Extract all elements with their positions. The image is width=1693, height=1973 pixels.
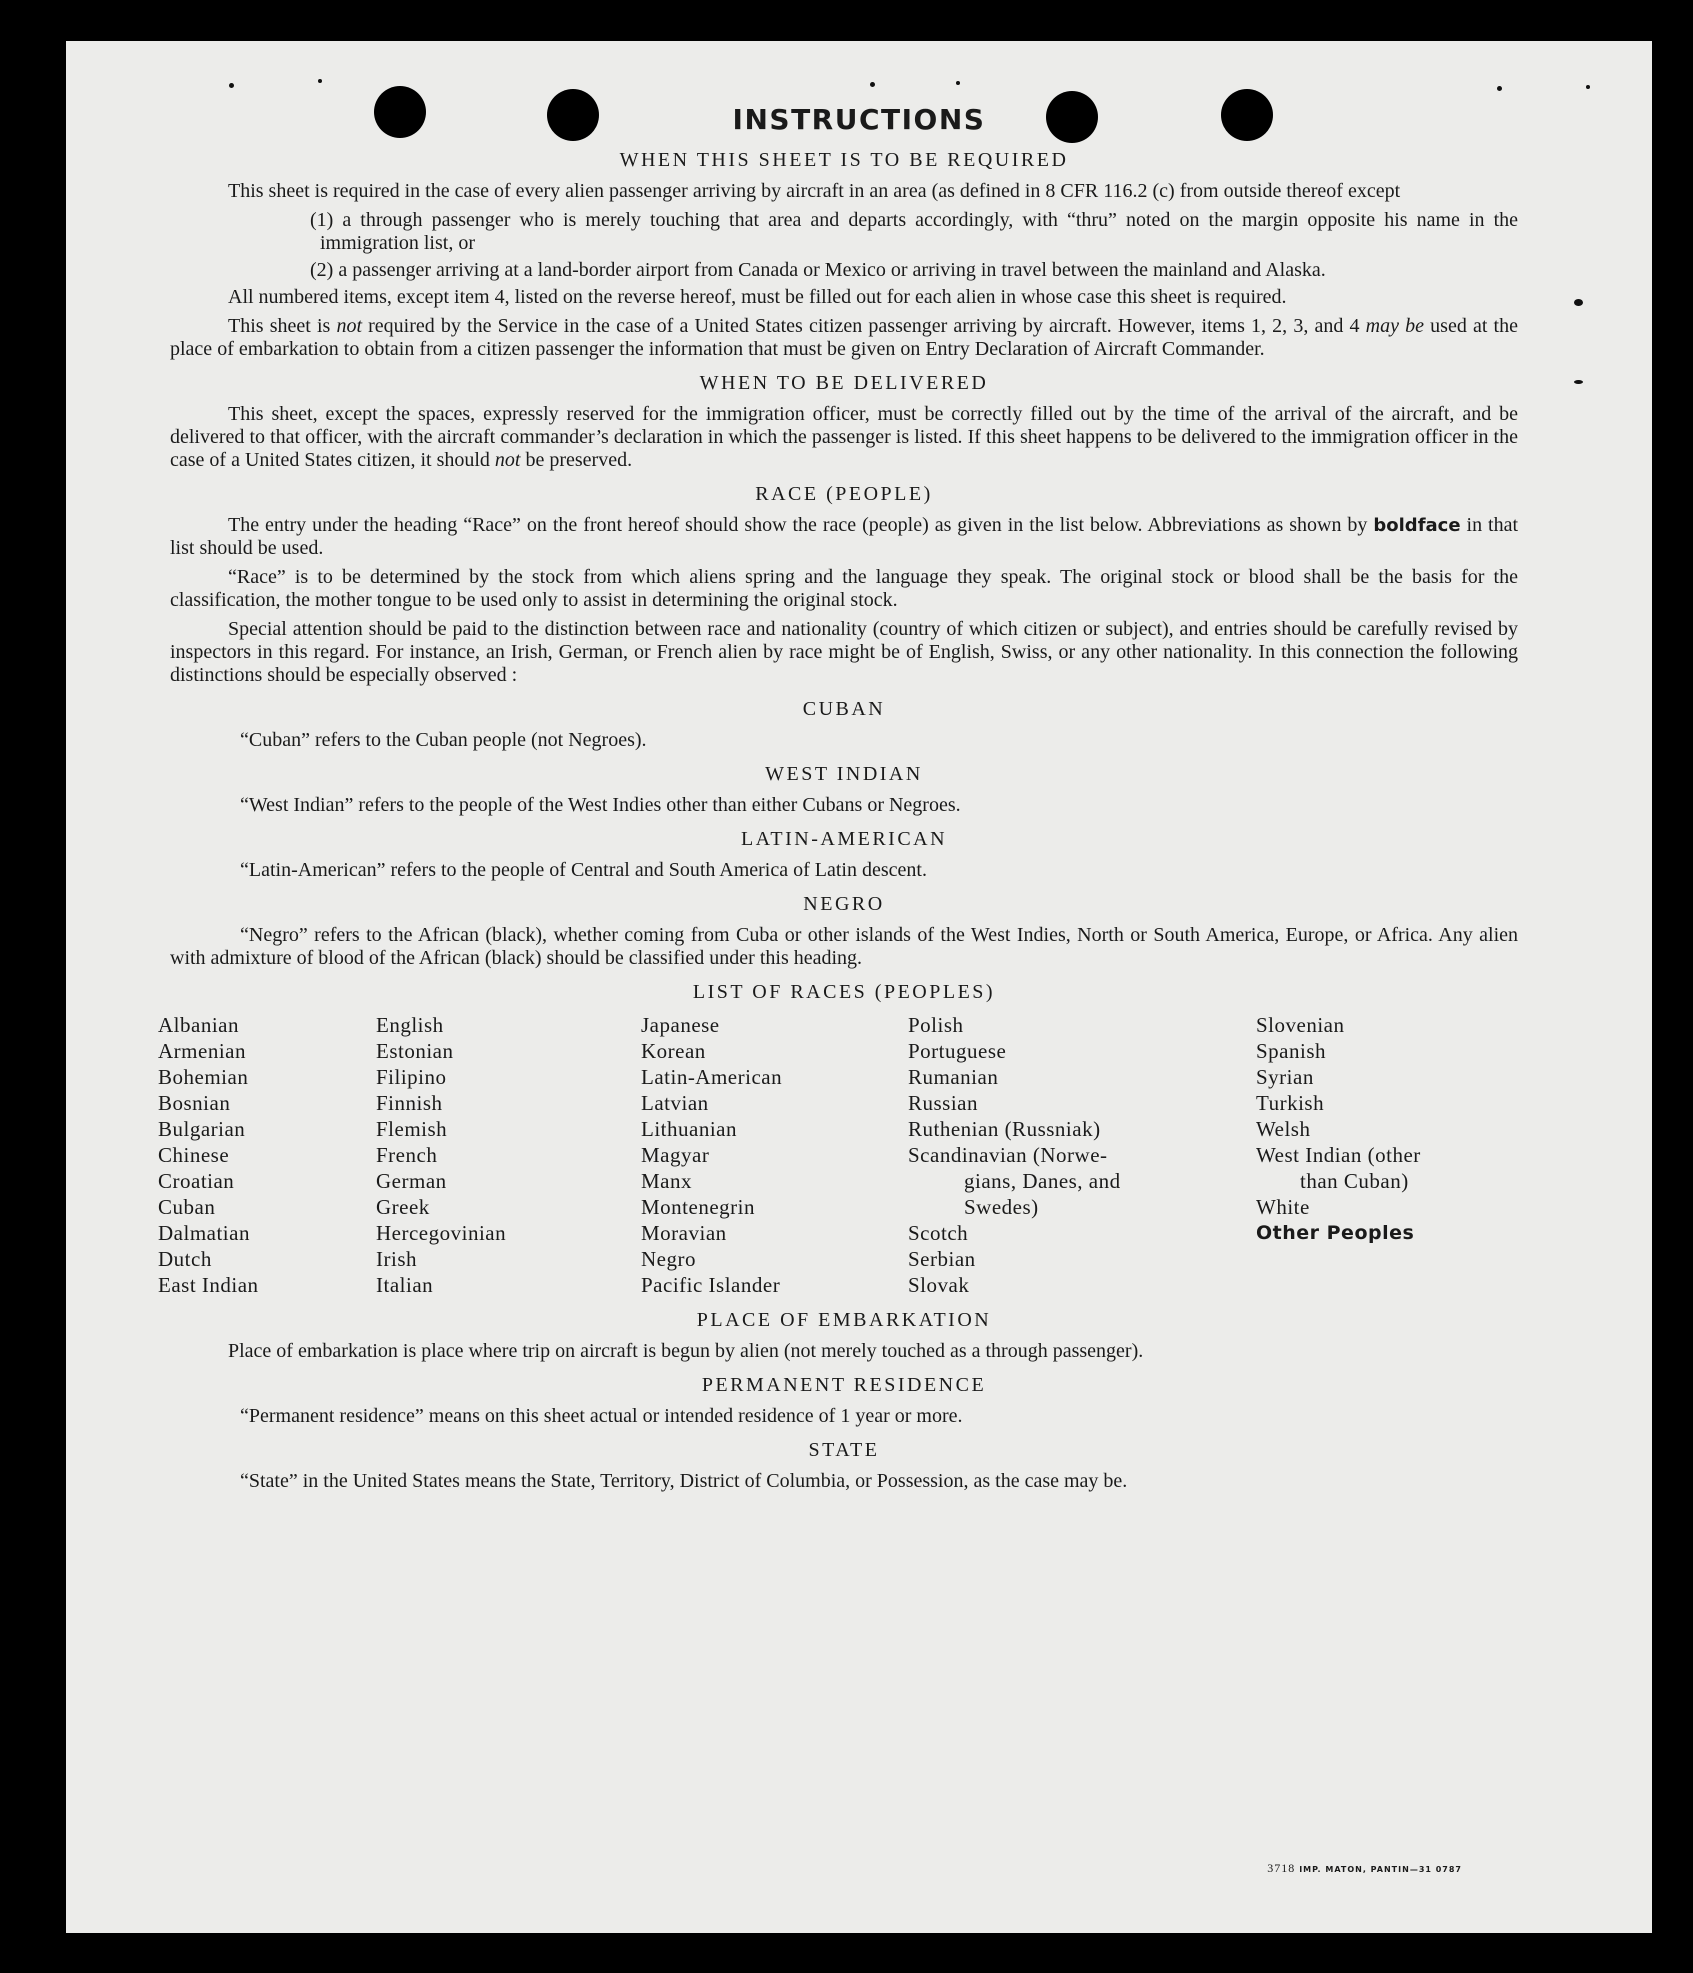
race-entry: Latin-American bbox=[641, 1065, 783, 1089]
race-entry: Bohemian bbox=[158, 1065, 249, 1089]
race-entry: Other Peoples bbox=[1256, 1222, 1415, 1244]
paragraph: This sheet is not required by the Service in the case of a United States citizen passenger arriving by aircraft. However, items 1, 2, 3, and 4 may be used at the place of embarkation to obtain from a citizen passenger the information that must be given on Entry Declaration of Aircraft Commander. bbox=[170, 315, 1518, 360]
form-number: 3718 bbox=[1267, 1861, 1296, 1875]
paragraph: This sheet is required in the case of every alien passenger arriving by aircraft in an area (as defined in 8 CFR 116.2 (c) from outside thereof except bbox=[228, 180, 1401, 202]
race-entry: West Indian (other bbox=[1256, 1143, 1421, 1167]
race-entry: Albanian bbox=[158, 1013, 239, 1037]
race-entry: Cuban bbox=[158, 1195, 216, 1219]
race-entry: Scandinavian (Norwe- bbox=[908, 1143, 1108, 1167]
speck bbox=[1586, 85, 1590, 89]
race-entry: Dutch bbox=[158, 1247, 212, 1271]
race-entry: Irish bbox=[376, 1247, 417, 1271]
race-entry-continued: Swedes) bbox=[964, 1195, 1039, 1219]
race-entry: Rumanian bbox=[908, 1065, 999, 1089]
form-footer bbox=[1267, 1861, 1462, 1876]
paragraph: “Cuban” refers to the Cuban people (not Negroes). bbox=[240, 729, 647, 751]
section-heading-delivered: WHEN TO BE DELIVERED bbox=[699, 372, 989, 394]
paragraph: “Negro” refers to the African (black), whether coming from Cuba or other islands of the West Indies, North or South America, Europe, or Africa. Any alien with admixture of blood of the African (black) should be classified under this heading. bbox=[170, 924, 1518, 969]
race-entry: Slovenian bbox=[1256, 1013, 1345, 1037]
races-list bbox=[158, 1012, 1518, 1298]
race-entry: Filipino bbox=[376, 1065, 447, 1089]
race-entry: Manx bbox=[641, 1169, 692, 1193]
speck bbox=[318, 79, 322, 83]
race-entry: Magyar bbox=[641, 1143, 710, 1167]
races-column bbox=[908, 1012, 1256, 1298]
race-entry: Armenian bbox=[158, 1039, 246, 1063]
race-entry: Italian bbox=[376, 1273, 434, 1297]
paragraph: This sheet, except the spaces, expressly reserved for the immigration officer, must be correctly filled out by the time of the arrival of the aircraft, and be delivered to that officer, with the aircraft commander’s declaration in which the passenger is listed. If this sheet happens to be delivered to the immigration officer in the case of a United States citizen, it should not be preserved. bbox=[170, 403, 1518, 471]
numbered-item: (1) a through passenger who is merely touching that area and departs accordingly, with “thru” noted on the margin opposite his name in the immigration list, or bbox=[310, 209, 1518, 254]
race-entry: Portuguese bbox=[908, 1039, 1007, 1063]
section-heading-cuban: CUBAN bbox=[802, 698, 886, 720]
section-heading-latin-american: LATIN-AMERICAN bbox=[740, 828, 948, 850]
race-entry: White bbox=[1256, 1195, 1310, 1219]
race-entry: Spanish bbox=[1256, 1039, 1327, 1063]
race-entry-continued: gians, Danes, and bbox=[964, 1169, 1121, 1193]
section-heading-embarkation: PLACE OF EMBARKATION bbox=[696, 1309, 992, 1331]
race-entry: Latvian bbox=[641, 1091, 709, 1115]
section-heading-race: RACE (PEOPLE) bbox=[755, 483, 933, 505]
race-entry: Korean bbox=[641, 1039, 706, 1063]
speck bbox=[1574, 380, 1583, 384]
paragraph: “West Indian” refers to the people of the West Indies other than either Cubans or Negroes. bbox=[240, 794, 961, 816]
section-heading-state: STATE bbox=[808, 1439, 880, 1461]
races-column bbox=[641, 1012, 908, 1298]
race-entry: Montenegrin bbox=[641, 1195, 755, 1219]
paragraph: Special attention should be paid to the distinction between race and nationality (country of which citizen or subject), and entries should be carefully revised by inspectors in this regard. For instance, an Irish, German, or French alien by race might be of English, Swiss, or any other nationality. In this connection the following distinctions should be especially observed : bbox=[170, 618, 1518, 686]
race-entry: Estonian bbox=[376, 1039, 454, 1063]
race-entry: Slovak bbox=[908, 1273, 970, 1297]
races-column bbox=[158, 1012, 376, 1298]
speck bbox=[229, 83, 234, 88]
race-entry: Hercegovinian bbox=[376, 1221, 507, 1245]
race-entry: Bosnian bbox=[158, 1091, 231, 1115]
race-entry: Negro bbox=[641, 1247, 696, 1271]
race-entry: Dalmatian bbox=[158, 1221, 250, 1245]
section-heading-west-indian: WEST INDIAN bbox=[765, 763, 923, 785]
race-entry: Bulgarian bbox=[158, 1117, 246, 1141]
race-entry-continued: than Cuban) bbox=[1300, 1169, 1409, 1193]
paragraph: “State” in the United States means the State, Territory, District of Columbia, or Possession, as the case may be. bbox=[240, 1470, 1128, 1492]
race-entry: Welsh bbox=[1256, 1117, 1311, 1141]
speck bbox=[1497, 86, 1502, 91]
race-entry: Turkish bbox=[1256, 1091, 1325, 1115]
paragraph: Place of embarkation is place where trip on aircraft is begun by alien (not merely touched as a through passenger). bbox=[228, 1340, 1144, 1362]
race-entry: Japanese bbox=[641, 1013, 720, 1037]
paragraph: “Race” is to be determined by the stock from which aliens spring and the language they speak. The original stock or blood shall be the basis for the classification, the mother tongue to be used only to assist in determining the original stock. bbox=[170, 566, 1518, 611]
instructions-body bbox=[158, 149, 1519, 1499]
race-entry: Moravian bbox=[641, 1221, 727, 1245]
paragraph: “Latin-American” refers to the people of Central and South America of Latin descent. bbox=[240, 859, 927, 881]
race-entry: French bbox=[376, 1143, 438, 1167]
race-entry: Ruthenian (Russniak) bbox=[908, 1117, 1101, 1141]
paragraph: The entry under the heading “Race” on the front hereof should show the race (people) as given in the list below. Abbreviations as shown by boldface in that list should be used. bbox=[170, 514, 1519, 559]
printer-imprint: IMP. MATON, PANTIN—31 0787 bbox=[1299, 1865, 1462, 1874]
race-entry: Greek bbox=[376, 1195, 430, 1219]
document-page bbox=[66, 41, 1652, 1933]
race-entry: Lithuanian bbox=[641, 1117, 737, 1141]
race-entry: Flemish bbox=[376, 1117, 448, 1141]
race-entry: Serbian bbox=[908, 1247, 976, 1271]
race-entry: Chinese bbox=[158, 1143, 230, 1167]
race-entry: German bbox=[376, 1169, 447, 1193]
race-entry: Croatian bbox=[158, 1169, 235, 1193]
race-entry: Finnish bbox=[376, 1091, 443, 1115]
races-column bbox=[376, 1012, 641, 1298]
numbered-item: (2) a passenger arriving at a land-border airport from Canada or Mexico or arriving in travel between the mainland and Alaska. bbox=[310, 259, 1326, 281]
section-heading-required: WHEN THIS SHEET IS TO BE REQUIRED bbox=[619, 149, 1069, 171]
speck bbox=[870, 82, 875, 87]
race-entry: Polish bbox=[908, 1013, 964, 1037]
race-entry: Russian bbox=[908, 1091, 979, 1115]
paragraph: All numbered items, except item 4, listed on the reverse hereof, must be filled out for each alien in whose case this sheet is required. bbox=[228, 286, 1287, 308]
page-title: INSTRUCTIONS bbox=[732, 103, 986, 136]
race-entry: East Indian bbox=[158, 1273, 259, 1297]
race-entry: English bbox=[376, 1013, 444, 1037]
race-entry: Scotch bbox=[908, 1221, 969, 1245]
race-entry: Syrian bbox=[1256, 1065, 1314, 1089]
speck bbox=[956, 81, 960, 85]
section-heading-residence: PERMANENT RESIDENCE bbox=[701, 1374, 987, 1396]
race-entry: Pacific Islander bbox=[641, 1273, 781, 1297]
races-column bbox=[1256, 1012, 1516, 1298]
speck bbox=[1574, 299, 1583, 306]
section-heading-negro: NEGRO bbox=[803, 893, 885, 915]
paragraph: “Permanent residence” means on this sheet actual or intended residence of 1 year or more. bbox=[240, 1405, 963, 1427]
section-heading-races-list: LIST OF RACES (PEOPLES) bbox=[692, 981, 996, 1003]
